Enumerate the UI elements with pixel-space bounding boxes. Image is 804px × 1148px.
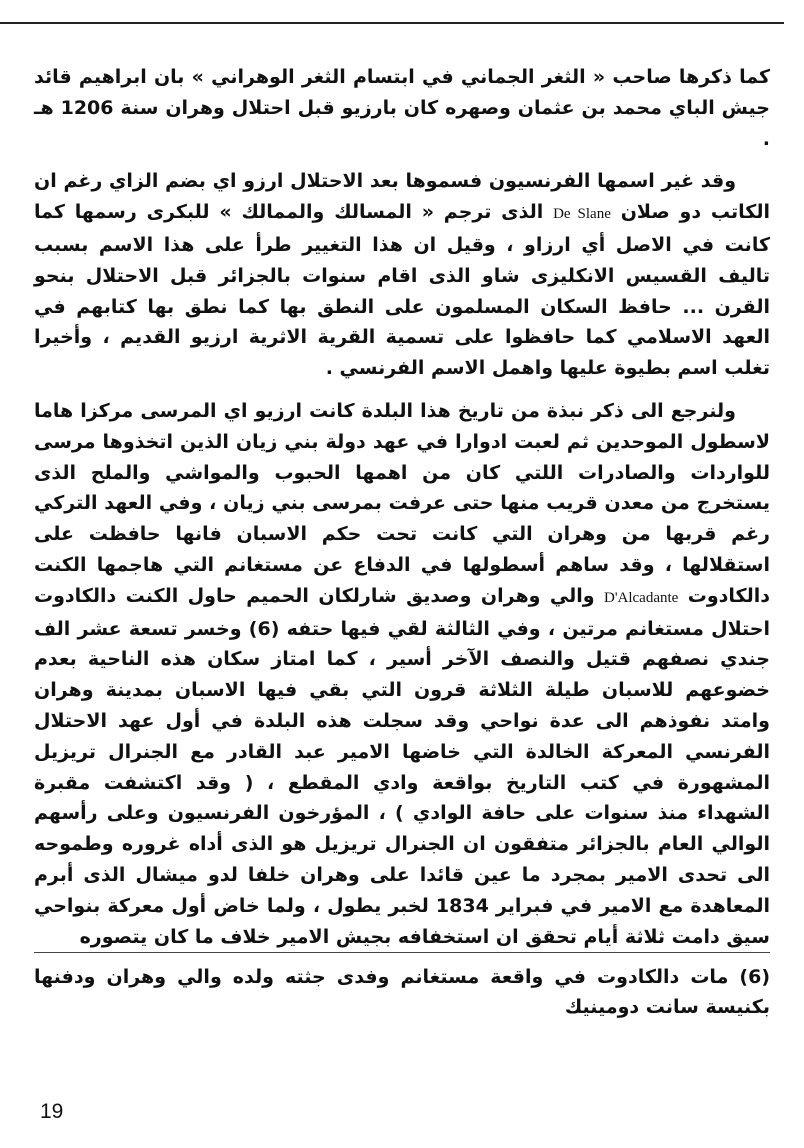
page-body [34,62,770,964]
paragraph-1-text: كما ذكرها صاحب « الثغر الجماني في ابتسام الثغر الوهراني » بان ابراهيم قائد جيش الباي محمد بن عثمان وصهره كان بارزيو قبل احتلال وهران سنة 1206 هـ . [34,66,770,150]
paragraph-2-after: الذى ترجم « المسالك والممالك » للبكرى رسمها كما كانت في الاصل أي ارزاو ، وقيل ان هذا التغيير طرأ على هذا الاسم بسبب تاليف القسيس الانكليزى شاو الذى اقام سنوات بالجزائر قبل الاحتلال بنحو القرن ... حافظ السكان المسلمون على النطق بها كما نطق بها كتابهم في العهد الاسلامي كما حافظوا على تسمية القرية الاثرية ارزيو القديم ، وأخيرا تغلب اسم بطيوة عليها واهمل الاسم الفرنسي . [34,201,770,380]
footnote: (6) مات دالكادوت في واقعة مستغانم وفدى جثته ولده والي وهران ودفنها بكنيسة سانت دومينيك [34,966,770,1018]
paragraph-2-before: وقد غير اسمها الفرنسيون فسموها بعد الاحتلال ارزو اي بضم الزاي رغم ان الكاتب دو صلان [34,170,771,224]
paragraph-3-after: والي وهران وصديق شارلكان الحميم حاول الكنت دالكادوت احتلال مستغانم مرتين ، وفي الثالثة لقي فيها حتفه (6) وخسر تسعة عشر الف جندي نصفهم قتيل والنصف الآخر أسير ، كما امتاز سكان هذه الناحية بعدم خضوعهم للاسبان طيلة الثلاثة قرون التي بقي فيها الاسبان بمدينة وهران وامتد نفوذهم الى عدة نواحي وقد سجلت هذه البلدة في أول عهد الاحتلال الفرنسي المعركة الخالدة التي خاضها الامير عبد القادر مع الجنرال تريزيل المشهورة في كتب التاريخ بواقعة وادي المقطع ، ( وقد اكتشفت مقبرة الشهداء منذ سنوات على حافة الوادي ) ، المؤرخون الفرنسيون وعلى رأسهم الوالي العام بالجزائر متفقون ان الجنرال تريزيل هو الذى أداه غروره وطموحه الى تحدى الامير بمجرد ما عين قائدا على وهران خلفا لدو ميشال الذى أبرم المعاهدة مع الامير في فبراير 1834 لخبر يطول ، ولما خاض أول معركة بنواحي سيق دامت ثلاثة أيام تحقق ان استخفافه بجيش الامير خلاف ما كان يتصوره [34,584,771,948]
latin-name-dalcadante: D'Alcadante [603,589,679,606]
paragraph-2 [34,166,770,384]
paragraph-3-before: ولنرجع الى ذكر نبذة من تاريخ هذا البلدة كانت ارزيو اي المرسى مركزا هاما لاسطول الموحدين ثم لعبت ادوارا في عهد دولة بني زيان الذين اتخذوها مرسى للواردات والصادرات اللتي كان من اهمها الحبوب والمواشي والملح الذى يستخرج من معدن قريب منها حتى عرفت بمرسى بني زيان ، وفي العهد التركي رغم قربها من وهران التي كانت تحت حكم الاسبان فانها حافظت على استقلالها ، وقد ساهم أسطولها في الدفاع عن مستغانم التي هاجمها الكنت دالكادوت [34,399,770,607]
paragraph-1 [34,62,770,154]
latin-name-de-slane: De Slane [553,206,611,223]
top-rule [0,22,784,24]
paragraph-3 [34,396,770,952]
page-number: 19 [40,1100,64,1123]
footnote-divider [34,952,770,953]
